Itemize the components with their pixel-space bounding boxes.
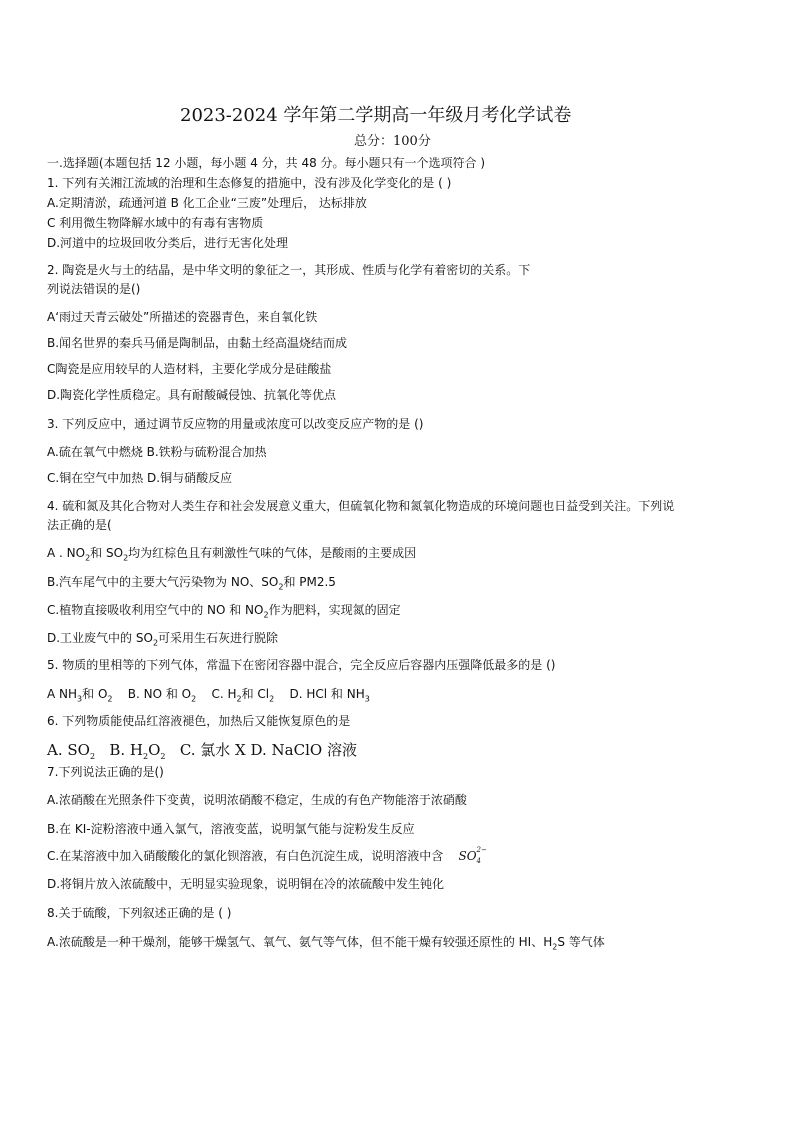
- question-6-options: [47, 740, 357, 760]
- question-5-stem: 5. 物质的里相等的下列气体，常温下在密闭容器中混合，完全反应后容器内压强降低最多的是 (): [47, 658, 556, 672]
- q6-option-c: C. 氯水 X: [179, 741, 246, 759]
- question-7-option-b: B.在 KI-淀粉溶液中通入氯气，溶液变蓝，说明氯气能与淀粉发生反应: [47, 822, 415, 836]
- q5-option-c: C. $H_2$和 $Cl_2$: [211, 687, 275, 704]
- question-2-option-c: C陶瓷是应用较早的人造材料，主要化学成分是硅酸盐: [47, 362, 332, 376]
- question-8-option-a: A.浓硫酸是一种干燥剂，能够干燥氢气、氧气、氨气等气体，但不能干燥有较强还原性的 HI、$H_2S$ 等气体: [47, 935, 605, 952]
- question-4-stem-line1: 4. 硫和氮及其化合物对人类生存和社会发展意义重大，但硫氧化物和氮氧化物造成的环境问题也日益受到关注。下列说: [47, 499, 675, 513]
- section-heading: 一.选择题(本题包括 12 小题，每小题 4 分，共 48 分。每小题只有一个选项符合 ): [47, 156, 486, 170]
- question-7-option-c: C.在某溶液中加入硝酸酸化的氯化钡溶液，有白色沉淀生成，说明溶液中含 SO 2− 4: [47, 846, 487, 865]
- sulfate-ion-formula: SO 2− 4: [458, 846, 487, 865]
- q6-option-a: A. $SO_2$: [47, 741, 96, 761]
- question-2-option-d: D.陶瓷化学性质稳定。具有耐酸碱侵蚀、抗氧化等优点: [47, 388, 337, 402]
- question-4-stem-line2: 法正确的是(: [47, 518, 112, 532]
- question-1-stem: 1. 下列有关湘江流域的治理和生态修复的措施中，没有涉及化学变化的是 ( ): [47, 176, 452, 190]
- question-4-option-a: A . $NO_2$和 $SO_2$均为红棕色且有刺激性气味的气体，是酸雨的主要成因: [47, 546, 417, 563]
- question-1-option-d: D.河道中的垃圾回收分类后，进行无害化处理: [47, 236, 289, 250]
- question-3-option-ab: A.硫在氧气中燃烧 B.铁粉与硫粉混合加热: [47, 445, 267, 459]
- question-2-option-a: A‘雨过天青云破处”所描述的瓷器青色，来自氧化铁: [47, 310, 318, 324]
- question-2-option-b: B.闻名世界的秦兵马俑是陶制品，由黏土经高温烧结而成: [47, 336, 348, 350]
- question-4-option-c: C.植物直接吸收利用空气中的 NO 和 $NO_2$作为肥料，实现氮的固定: [47, 603, 401, 620]
- question-3-stem: 3. 下列反应中，通过调节反应物的用量或浓度可以改变反应产物的是 (): [47, 417, 424, 431]
- question-7-option-d: D.将铜片放入浓硫酸中，无明显实验现象，说明铜在冷的浓硫酸中发生钝化: [47, 877, 445, 891]
- question-3-option-cd: C.铜在空气中加热 D.铜与硝酸反应: [47, 471, 233, 485]
- question-8-stem: 8.关于硫酸，下列叙述正确的是 ( ): [47, 906, 232, 920]
- question-1-option-ab: A.定期清淤，疏通河道 B 化工企业“三废”处理后， 达标排放: [47, 196, 367, 210]
- question-7-option-a: A.浓硝酸在光照条件下变黄，说明浓硝酸不稳定，生成的有色产物能溶于浓硝酸: [47, 793, 467, 807]
- question-2-stem-line1: 2. 陶瓷是火与土的结晶，是中华文明的象征之一，其形成、性质与化学有着密切的关系。下: [47, 263, 531, 277]
- q6-option-b: B. $H_2O_2$: [109, 741, 166, 761]
- question-7-stem: 7.下列说法正确的是(): [47, 765, 164, 779]
- q6-option-d: D. NaClO 溶液: [250, 741, 357, 759]
- question-1-option-c: C 利用微生物降解水域中的有毒有害物质: [47, 216, 264, 230]
- question-4-option-d: D.工业废气中的 $SO_2$可采用生石灰进行脱除: [47, 631, 279, 648]
- exam-title: 2023-2024 学年第二学期高一年级月考化学试卷: [180, 105, 572, 126]
- question-2-stem-line2: 列说法错误的是(): [47, 282, 141, 296]
- question-6-stem: 6. 下列物质能使品红溶液褪色，加热后又能恢复原色的是: [47, 714, 351, 728]
- total-score: 总分：100分: [354, 134, 431, 149]
- question-4-option-b: B.汽车尾气中的主要大气污染物为 NO、$SO_2$和 PM2.5: [47, 575, 336, 592]
- q5-option-d: D. HCl 和 $NH_3$: [289, 687, 370, 704]
- question-5-options: [47, 686, 370, 702]
- q5-option-b: B. NO 和 $O_2$: [127, 687, 197, 704]
- q5-option-a: A $NH_3$和 $O_2$: [47, 687, 113, 704]
